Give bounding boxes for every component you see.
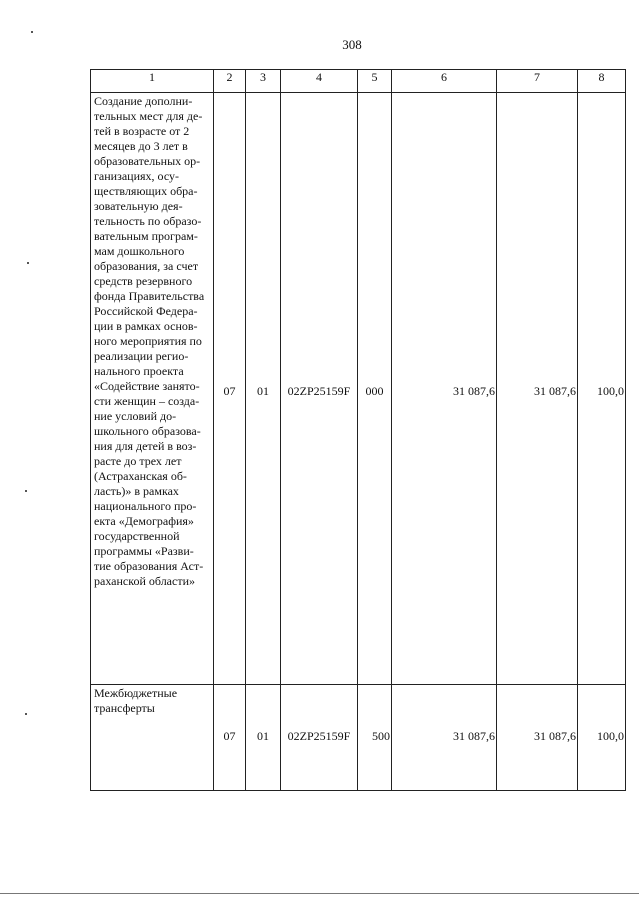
column-header-2: 2 xyxy=(214,70,246,93)
expense-type-code: 500 xyxy=(372,729,390,743)
target-article-cell xyxy=(281,93,358,685)
budget-table xyxy=(90,69,626,791)
percent-executed: 100,0 xyxy=(597,384,624,398)
target-article-code: 02ZP25159F xyxy=(287,384,351,398)
scan-speck xyxy=(25,713,27,715)
page-number: 308 xyxy=(342,37,362,52)
column-header-4: 4 xyxy=(281,70,358,93)
subsection-cell xyxy=(246,93,281,685)
row-name-cell xyxy=(91,93,214,685)
target-article-code: 02ZP25159F xyxy=(287,729,351,743)
section-cell xyxy=(214,93,246,685)
amount-planned: 31 087,6 xyxy=(453,729,495,743)
scan-speck xyxy=(31,31,33,33)
column-header-8: 8 xyxy=(578,70,626,93)
amount-executed: 31 087,6 xyxy=(534,384,576,398)
amount-executed-cell xyxy=(497,685,578,791)
expense-type-cell xyxy=(358,93,392,685)
expense-type-cell xyxy=(358,685,392,791)
row-name-cell xyxy=(91,685,214,791)
table-row xyxy=(91,685,626,791)
column-header-3: 3 xyxy=(246,70,281,93)
table-row xyxy=(91,93,626,685)
row-name-text: Создание дополни- тельных мест для де- тей в возрасте от 2 месяцев до 3 лет в образовательных ор- ганизациях, осу- ществляющих обра- зовательную дея- тельность по образо- вательным програм- мам дошкольного образования, за счет средств резервного фонда Правительства Российской Федера- ции в рамках основ- ного мероприятия по реализации регио- нального проекта «Содействие занято- сти женщин – созда- ние условий до- школьного образова- ния для детей в воз- расте до трех лет (Астраханская об- ласть)» в рамках национального про- екта «Демография» государственной программы «Разви- тие образования Аст- раханской области» xyxy=(94,94,205,588)
percent-cell xyxy=(578,685,626,791)
amount-planned-cell xyxy=(392,93,497,685)
column-header-7: 7 xyxy=(497,70,578,93)
column-header-6: 6 xyxy=(392,70,497,93)
percent-executed: 100,0 xyxy=(597,729,624,743)
subsection-cell xyxy=(246,685,281,791)
amount-planned-cell xyxy=(392,685,497,791)
section-code: 07 xyxy=(223,384,236,398)
row-name-text: Межбюджетные трансферты xyxy=(94,686,178,715)
column-header-1: 1 xyxy=(91,70,214,93)
subsection-code: 01 xyxy=(257,384,269,398)
target-article-cell xyxy=(281,685,358,791)
scan-speck xyxy=(27,262,29,264)
scan-edge-line xyxy=(0,893,639,894)
expense-type-code: 000 xyxy=(365,384,384,398)
section-code: 07 xyxy=(223,729,236,743)
amount-executed: 31 087,6 xyxy=(534,729,576,743)
percent-cell xyxy=(578,93,626,685)
amount-planned: 31 087,6 xyxy=(453,384,495,398)
section-cell xyxy=(214,685,246,791)
amount-executed-cell xyxy=(497,93,578,685)
column-header-5: 5 xyxy=(358,70,392,93)
subsection-code: 01 xyxy=(257,729,269,743)
scan-speck xyxy=(25,490,27,492)
table-header-row xyxy=(91,70,626,93)
